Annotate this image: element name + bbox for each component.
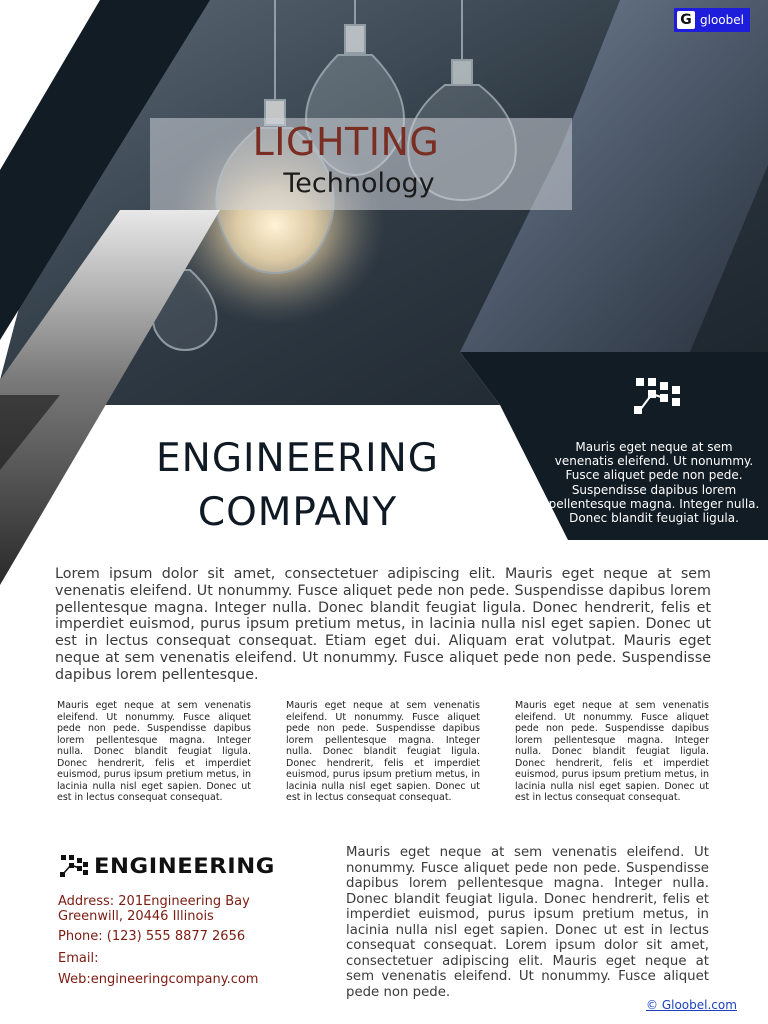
engineering-wordmark: ENGINEERING: [94, 854, 275, 878]
contact-email[interactable]: Email:: [58, 951, 99, 966]
column-text-2: Mauris eget neque at sem venenatis eleifend. Ut nonummy. Fusce aliquet pede non pede. Suspendisse dapibus lorem pellentesque magna. Integer nulla. Donec blandit feugiat ligula. Donec hendrerit, felis et imperdiet euismod, purus ipsum pretium metus, in lacinia nulla nisl eget sapien. Donec ut est in lectus consequat consequat.: [286, 700, 480, 803]
company-name-line1: ENGINEERING: [156, 436, 439, 481]
gloobel-logo[interactable]: [674, 8, 750, 32]
logo-letter: G: [677, 11, 695, 29]
logo-text: gloobel: [700, 13, 744, 27]
copyright-link[interactable]: © Gloobel.com: [646, 998, 737, 1012]
page-subtitle: Technology: [283, 168, 435, 199]
contact-phone: Phone: (123) 555 8877 2656: [58, 929, 246, 944]
column-text-3: Mauris eget neque at sem venenatis eleifend. Ut nonummy. Fusce aliquet pede non pede. Suspendisse dapibus lorem pellentesque magna. Integer nulla. Donec blandit feugiat ligula. Donec hendrerit, felis et imperdiet euismod, purus ipsum pretium metus, in lacinia nulla nisl eget sapien. Donec ut est in lectus consequat consequat.: [515, 700, 709, 803]
contact-address: [58, 894, 250, 924]
address-line1: Address: 201Engineering Bay: [58, 894, 250, 909]
engineering-logo-icon: [58, 853, 88, 879]
intro-paragraph: Lorem ipsum dolor sit amet, consectetuer adipiscing elit. Mauris eget neque at sem venenatis eleifend. Ut nonummy. Fusce aliquet pede non pede. Suspendisse dapibus lorem pellentesque magna. Integer nulla. Donec blandit feugiat ligula. Donec hendrerit, felis et imperdiet euismod, purus ipsum pretium metus, in lacinia nulla nisl eget sapien. Donec ut est in lectus consequat consequat. Etiam eget dui. Aliquam erat volutpat. Mauris eget neque at sem venenatis eleifend. Ut nonummy. Fusce aliquet pede non pede. Suspendisse dapibus lorem pellentesque.: [55, 566, 711, 682]
side-box-text: Mauris eget neque at sem venenatis eleifend. Ut nonummy. Fusce aliquet pede non pede. Suspendisse dapibus lorem pellentesque magna. Integer nulla. Donec blandit feugiat ligula.: [548, 440, 760, 526]
company-name: [120, 432, 475, 540]
company-name-line2: COMPANY: [197, 490, 398, 535]
address-line2: Greenwill, 20446 Illinois: [58, 909, 214, 924]
engineering-brand: [58, 853, 275, 879]
network-cluster-icon: [626, 374, 684, 420]
column-text-1: Mauris eget neque at sem venenatis eleifend. Ut nonummy. Fusce aliquet pede non pede. Suspendisse dapibus lorem pellentesque magna. Integer nulla. Donec blandit feugiat ligula. Donec hendrerit, felis et imperdiet euismod, purus ipsum pretium metus, in lacinia nulla nisl eget sapien. Donec ut est in lectus consequat consequat.: [57, 700, 251, 803]
contact-web[interactable]: Web:engineeringcompany.com: [58, 972, 259, 987]
right-paragraph: Mauris eget neque at sem venenatis eleifend. Ut nonummy. Fusce aliquet pede non pede. Suspendisse dapibus lorem pellentesque magna. Integer nulla. Donec blandit feugiat ligula. Donec hendrerit, felis et imperdiet euismod, purus ipsum pretium metus, in lacinia nulla nisl eget sapien. Donec ut est in lectus consequat consequat. Lorem ipsum dolor sit amet, consectetuer adipiscing elit. Mauris eget neque at sem venenatis eleifend. Ut nonummy. Fusce aliquet pede non pede.: [346, 845, 709, 1000]
page-title: LIGHTING: [252, 120, 440, 164]
